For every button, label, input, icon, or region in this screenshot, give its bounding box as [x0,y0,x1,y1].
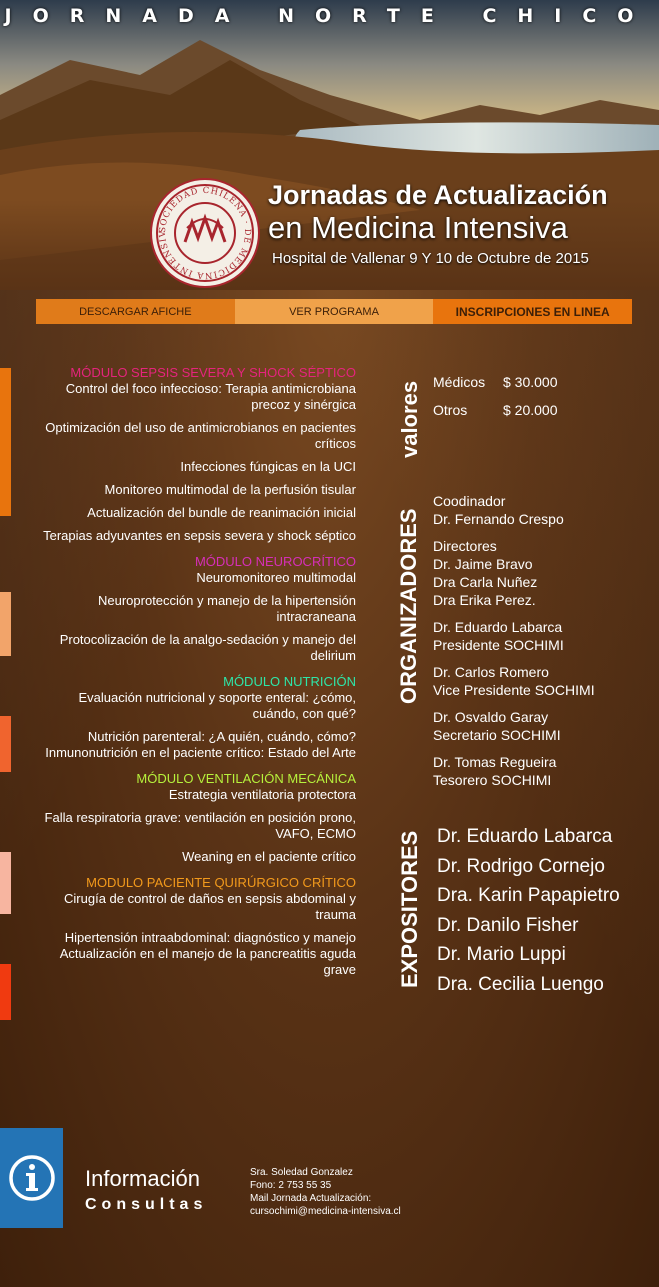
organizer-line: Secretario SOCHIMI [433,727,561,743]
module-topic: Hipertensión intraabdominal: diagnóstico y manejo Actualización en el manejo de la pancreatitis aguda grave [59,930,356,977]
view-program-button[interactable]: VER PROGRAMA [235,299,434,324]
info-title: Información [85,1166,200,1191]
module-topic: Optimización del uso de antimicrobianos en pacientes críticos [45,420,356,451]
organizer-group [433,492,595,528]
module-topic: Protocolización de la analgo-sedación y manejo del delirium [59,632,356,663]
organizers-list [433,492,595,798]
price-value: $ 20.000 [503,402,558,418]
speaker-name: Dra. Karin Papapietro [437,885,620,906]
contact-line: Fono: 2 753 55 35 [250,1180,332,1191]
contact-line: Mail Jornada Actualización: [250,1193,372,1204]
module-topic: Infecciones fúngicas en la UCI [180,459,356,474]
program-module [40,554,356,664]
speaker-name: Dr. Rodrigo Cornejo [437,855,605,877]
speakers-list [437,822,620,999]
organizer-line: Dr. Eduardo Labarca [433,619,563,635]
contact-email[interactable]: cursochimi@medicina-intensiva.cl [250,1206,401,1217]
section-label-valores: valores [397,380,422,458]
contact-line: Sra. Soledad Gonzalez [250,1167,353,1178]
price-list [433,374,558,430]
module-topic: Estrategia ventilatoria protectora [168,787,356,802]
section-label-expositores: EXPOSITORES [397,830,422,988]
program-module [40,875,356,978]
contact-details [250,1166,401,1218]
side-accent-bar-ventilacion [0,852,11,914]
footer-info [0,1128,659,1228]
module-topic: Nutrición parenteral: ¿A quién, cuándo, cómo? Inmunonutrición en el paciente crítico: Estado del Arte [45,729,356,760]
organizer-line: Dr. Carlos Romero [433,664,549,680]
organizer-group [433,537,595,609]
price-row [433,374,558,402]
organizer-line: Presidente SOCHIMI [433,637,564,653]
side-accent-bar-sepsis [0,368,11,516]
price-row [433,402,558,430]
info-icon-box [0,1128,63,1228]
side-accent-bar-quirurgico [0,964,11,1020]
program-module [40,674,356,761]
organizer-line: Dr. Jaime Bravo [433,556,533,572]
organizer-line: Coodinador [433,493,506,509]
speaker-name: Dr. Danilo Fisher [437,914,579,936]
section-label-organizadores: ORGANIZADORES [396,508,421,704]
nav-bar [36,299,632,324]
page-title-line1: Jornadas de Actualización [268,180,608,210]
header [150,178,650,281]
module-title: MODULO PACIENTE QUIRÚRGICO CRÍTICO [86,875,356,890]
program-module [40,771,356,865]
seal-graphic [152,180,258,286]
organizer-line: Dr. Tomas Regueira [433,754,557,770]
program-modules [40,365,356,988]
module-topic: Cirugía de control de daños en sepsis abdominal y trauma [64,891,356,922]
organizer-line: Dra Carla Nuñez [433,574,538,590]
info-subtitle: Consultas [85,1196,208,1213]
module-topic: Neuroprotección y manejo de la hipertensión intracraneana [98,593,356,624]
module-topic: Control del foco infeccioso: Terapia antimicrobiana precoz y sinérgica [65,381,356,412]
price-value: $ 30.000 [503,374,558,390]
download-poster-button[interactable]: DESCARGAR AFICHE [36,299,235,324]
module-topic: Evaluación nutricional y soporte enteral: ¿cómo, cuándo, con qué? [78,690,356,721]
module-topic: Monitoreo multimodal de la perfusión tisular [104,482,356,497]
module-title: MÓDULO NUTRICIÓN [223,674,356,689]
organizer-line: Dr. Fernando Crespo [433,511,564,527]
side-accent-bar-neuro [0,592,11,656]
side-accent-bar-nutricion [0,716,11,772]
module-title: MÓDULO SEPSIS SEVERA Y SHOCK SÉPTICO [70,365,356,380]
speaker-name: Dr. Eduardo Labarca [437,826,613,847]
price-label: Otros [433,402,468,418]
event-banner: JORNADA NORTE CHICO [4,5,655,27]
module-title: MÓDULO NEUROCRÍTICO [194,554,356,569]
module-topic: Terapias adyuvantes en sepsis severa y shock séptico [43,528,356,543]
event-location-date: Hospital de Vallenar 9 Y 10 de Octubre de 2015 [272,250,589,267]
organizer-group [433,618,595,654]
online-registration-button[interactable]: INSCRIPCIONES EN LINEA [433,299,632,324]
module-title: MÓDULO VENTILACIÓN MECÁNICA [136,771,356,786]
organizer-line: Tesorero SOCHIMI [433,772,552,788]
module-topic: Neuromonitoreo multimodal [196,570,356,585]
speaker-name: Dr. Mario Luppi [437,944,566,965]
module-topic: Falla respiratoria grave: ventilación en posición prono, VAFO, ECMO [44,810,356,841]
module-topic: Weaning en el paciente crítico [182,849,356,864]
organizer-line: Vice Presidente SOCHIMI [433,682,595,698]
sochimi-seal-logo [150,178,260,288]
organizer-group [433,663,595,699]
organizer-group [433,753,595,789]
module-topic: Actualización del bundle de reanimación inicial [87,505,356,520]
organizer-group [433,708,595,744]
seal-text: SOCIEDAD CHILENA · DE MEDICINA INTENSIV [157,185,253,281]
speaker-name: Dra. Cecilia Luengo [437,973,604,995]
organizer-line: Directores [433,538,497,554]
organizer-line: Dra Erika Perez. [433,592,536,608]
info-icon [7,1153,57,1203]
organizer-line: Dr. Osvaldo Garay [433,709,549,725]
program-module [40,365,356,544]
page-title-line2: en Medicina Intensiva [268,210,568,245]
price-label: Médicos [433,374,486,390]
